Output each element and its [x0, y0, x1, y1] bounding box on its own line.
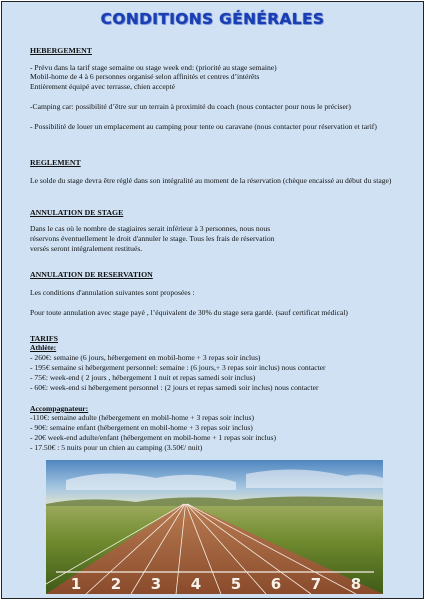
tarif-athlete-item: - 60€: week-end si hébergement personnel : (2 jours et repas samedi soir inclus) nous contacter: [30, 383, 319, 392]
tarifs-accompagnateur-label: Accompagnateur:: [30, 404, 89, 413]
annulation-reservation-line1: Les conditions d'annulation suivantes sont proposées :: [30, 288, 195, 297]
lane-number: 1: [70, 575, 82, 593]
tarif-accompagnateur-item: - 90€: semaine enfant (hébergement en mobil-home + 3 repas soir inclus): [30, 423, 253, 432]
document-page: [1, 1, 424, 599]
annulation-stage-line3: versés seront intégralement restitués.: [30, 244, 143, 253]
lane-number: 6: [270, 575, 282, 593]
heading-hebergement: HEBERGEMENT: [30, 46, 92, 55]
hebergement-camping-car: -Camping car: possibilité d’être sur un terrain à proximité du coach (nous contacter pour nous le préciser): [30, 102, 351, 111]
lane-number: 4: [190, 575, 202, 593]
reglement-text: Le solde du stage devra être réglé dans son intégralité au moment de la réservation (chèque encaissé au début du stage): [30, 176, 392, 185]
tarifs-athlete-label: Athlète:: [30, 343, 57, 352]
heading-annulation-reservation: ANNULATION DE RESERVATION: [30, 270, 153, 279]
lane-number: 5: [230, 575, 242, 593]
lane-number: 2: [110, 575, 122, 593]
tarif-accompagnateur-item: - 20€ week-end adulte/enfant (hébergement en mobil-home + 1 repas soir inclus): [30, 433, 277, 442]
hebergement-line3: Entièrement équipé avec terrasse, chien accepté: [30, 82, 176, 91]
running-track-photo: [46, 460, 383, 594]
annulation-stage-line2: réservons éventuellement le droit d'annuler le stage. Tous les frais de réservation: [30, 234, 275, 243]
lane-number: 7: [310, 575, 322, 593]
track-landscape-illustration: [46, 460, 383, 594]
tarif-accompagnateur-item: - 17.50€ : 5 nuits pour un chien au camping (3.50€/ nuit): [30, 443, 203, 452]
heading-annulation-stage: ANNULATION DE STAGE: [30, 208, 124, 217]
hebergement-line1: - Prévu dans la tarif stage semaine ou stage week end: (priorité au stage semaine): [30, 63, 277, 72]
heading-tarifs: TARIFS: [30, 334, 59, 343]
tarif-athlete-item: - 195€ semaine si hébergement personnel: semaine : (6 jours,+ 3 repas soir inclus) nous contacter: [30, 363, 326, 372]
tarif-athlete-item: - 75€: week-end ( 2 jours , hébergement 1 nuit et repas samedi soir inclus): [30, 373, 256, 382]
annulation-reservation-line2: Pour toute annulation avec stage payé , l’équivalent de 30% du stage sera gardé. (sauf certificat médical): [30, 308, 348, 317]
annulation-stage-line1: Dans le cas où le nombre de stagiaires serait inférieur à 3 personnes, nous nous: [30, 224, 271, 233]
heading-reglement: REGLEMENT: [30, 158, 81, 167]
hebergement-line2: Mobil-home de 4 à 6 personnes organisé selon affinités et centres d’intérêts: [30, 72, 260, 81]
page-title: CONDITIONS GÉNÉRALES: [100, 10, 325, 28]
hebergement-emplacement: - Possibilité de louer un emplacement au camping pour tente ou caravane (nous contacter pour réservation et tarif): [30, 122, 377, 131]
lane-number: 3: [150, 575, 162, 593]
tarif-accompagnateur-item: -110€: semaine adulte (hébergement en mobil-home + 3 repas soir inclus): [30, 413, 255, 422]
tarif-athlete-item: - 260€: semaine (6 jours, hébergement en mobil-home + 3 repas soir inclus): [30, 353, 261, 362]
lane-number: 8: [350, 575, 362, 593]
